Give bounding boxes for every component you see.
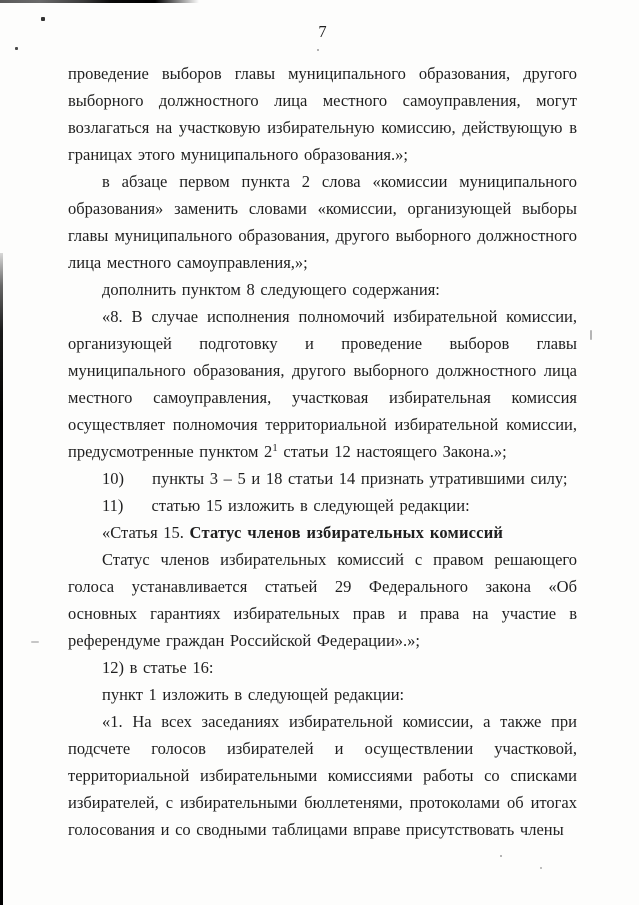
text-run: Статус членов избирательных комиссий (189, 523, 504, 542)
scan-artifact-top-edge (0, 0, 199, 3)
paragraph (68, 546, 577, 654)
text-run: 11) статью 15 изложить в следующей редакции: (102, 496, 470, 515)
paragraph (68, 681, 577, 708)
paragraph (68, 168, 577, 276)
paragraph (68, 276, 577, 303)
document-body (68, 60, 577, 843)
text-run: «1. На всех заседаниях избирательной комиссии, а также при подсчете голосов избирателей и осуществлении участковой, территориальной избирательными комиссиями работы со списками избирателей, с избирательными бюллетенями, протоколами об итогах голосования и со сводными таблицами вправе присутствовать члены (68, 712, 577, 839)
text-run: пункт 1 изложить в следующей редакции: (102, 685, 405, 704)
scan-speck (590, 330, 592, 340)
scan-artifact-left-edge (0, 253, 3, 905)
text-run: статьи 12 настоящего Закона.»; (277, 442, 507, 461)
text-run: дополнить пунктом 8 следующего содержания: (102, 280, 440, 299)
paragraph (68, 654, 577, 681)
text-run: 12) в статье 16: (102, 658, 214, 677)
scan-speck (317, 49, 319, 51)
scan-speck (31, 641, 39, 643)
paragraph (68, 60, 577, 168)
scan-speck (500, 855, 502, 857)
paragraph (68, 708, 577, 843)
paragraph (68, 303, 577, 465)
superscript: 1 (272, 442, 278, 454)
paragraph (68, 465, 577, 492)
text-run: 10) пункты 3 – 5 и 18 статьи 14 признать утратившими силу; (102, 469, 568, 488)
text-run: проведение выборов главы муниципального образования, другого выборного должностного лица местного самоуправления, могут возлагаться на участковую избирательную комиссию, действующую в границах этого муниципального образования.»; (68, 64, 577, 164)
text-run: «Статья 15. (102, 523, 190, 542)
paragraph (68, 519, 577, 546)
text-run: в абзаце первом пункта 2 слова «комиссии муниципального образования» заменить словами «комиссии, организующей выборы главы муниципального образования, другого выборного должностного лица местного самоуправления,»; (68, 172, 577, 272)
paragraph (68, 492, 577, 519)
scan-speck (540, 867, 542, 869)
scan-speck (15, 47, 18, 50)
text-run: «8. В случае исполнения полномочий избирательной комиссии, организующей подготовку и проведение выборов главы муниципального образования, другого выборного должностного лица местного самоуправления, участковая избирательная комиссия осуществляет полномочия территориальной избирательной комиссии, предусмотренные пунктом 2 (68, 307, 577, 461)
scan-speck (41, 17, 45, 21)
page-number: 7 (318, 22, 327, 41)
text-run: Статус членов избирательных комиссий с правом решающего голоса устанавливается статьей 29 Федерального закона «Об основных гарантиях избирательных прав и права на участие в референдуме граждан Российской Федерации».»; (68, 550, 577, 650)
